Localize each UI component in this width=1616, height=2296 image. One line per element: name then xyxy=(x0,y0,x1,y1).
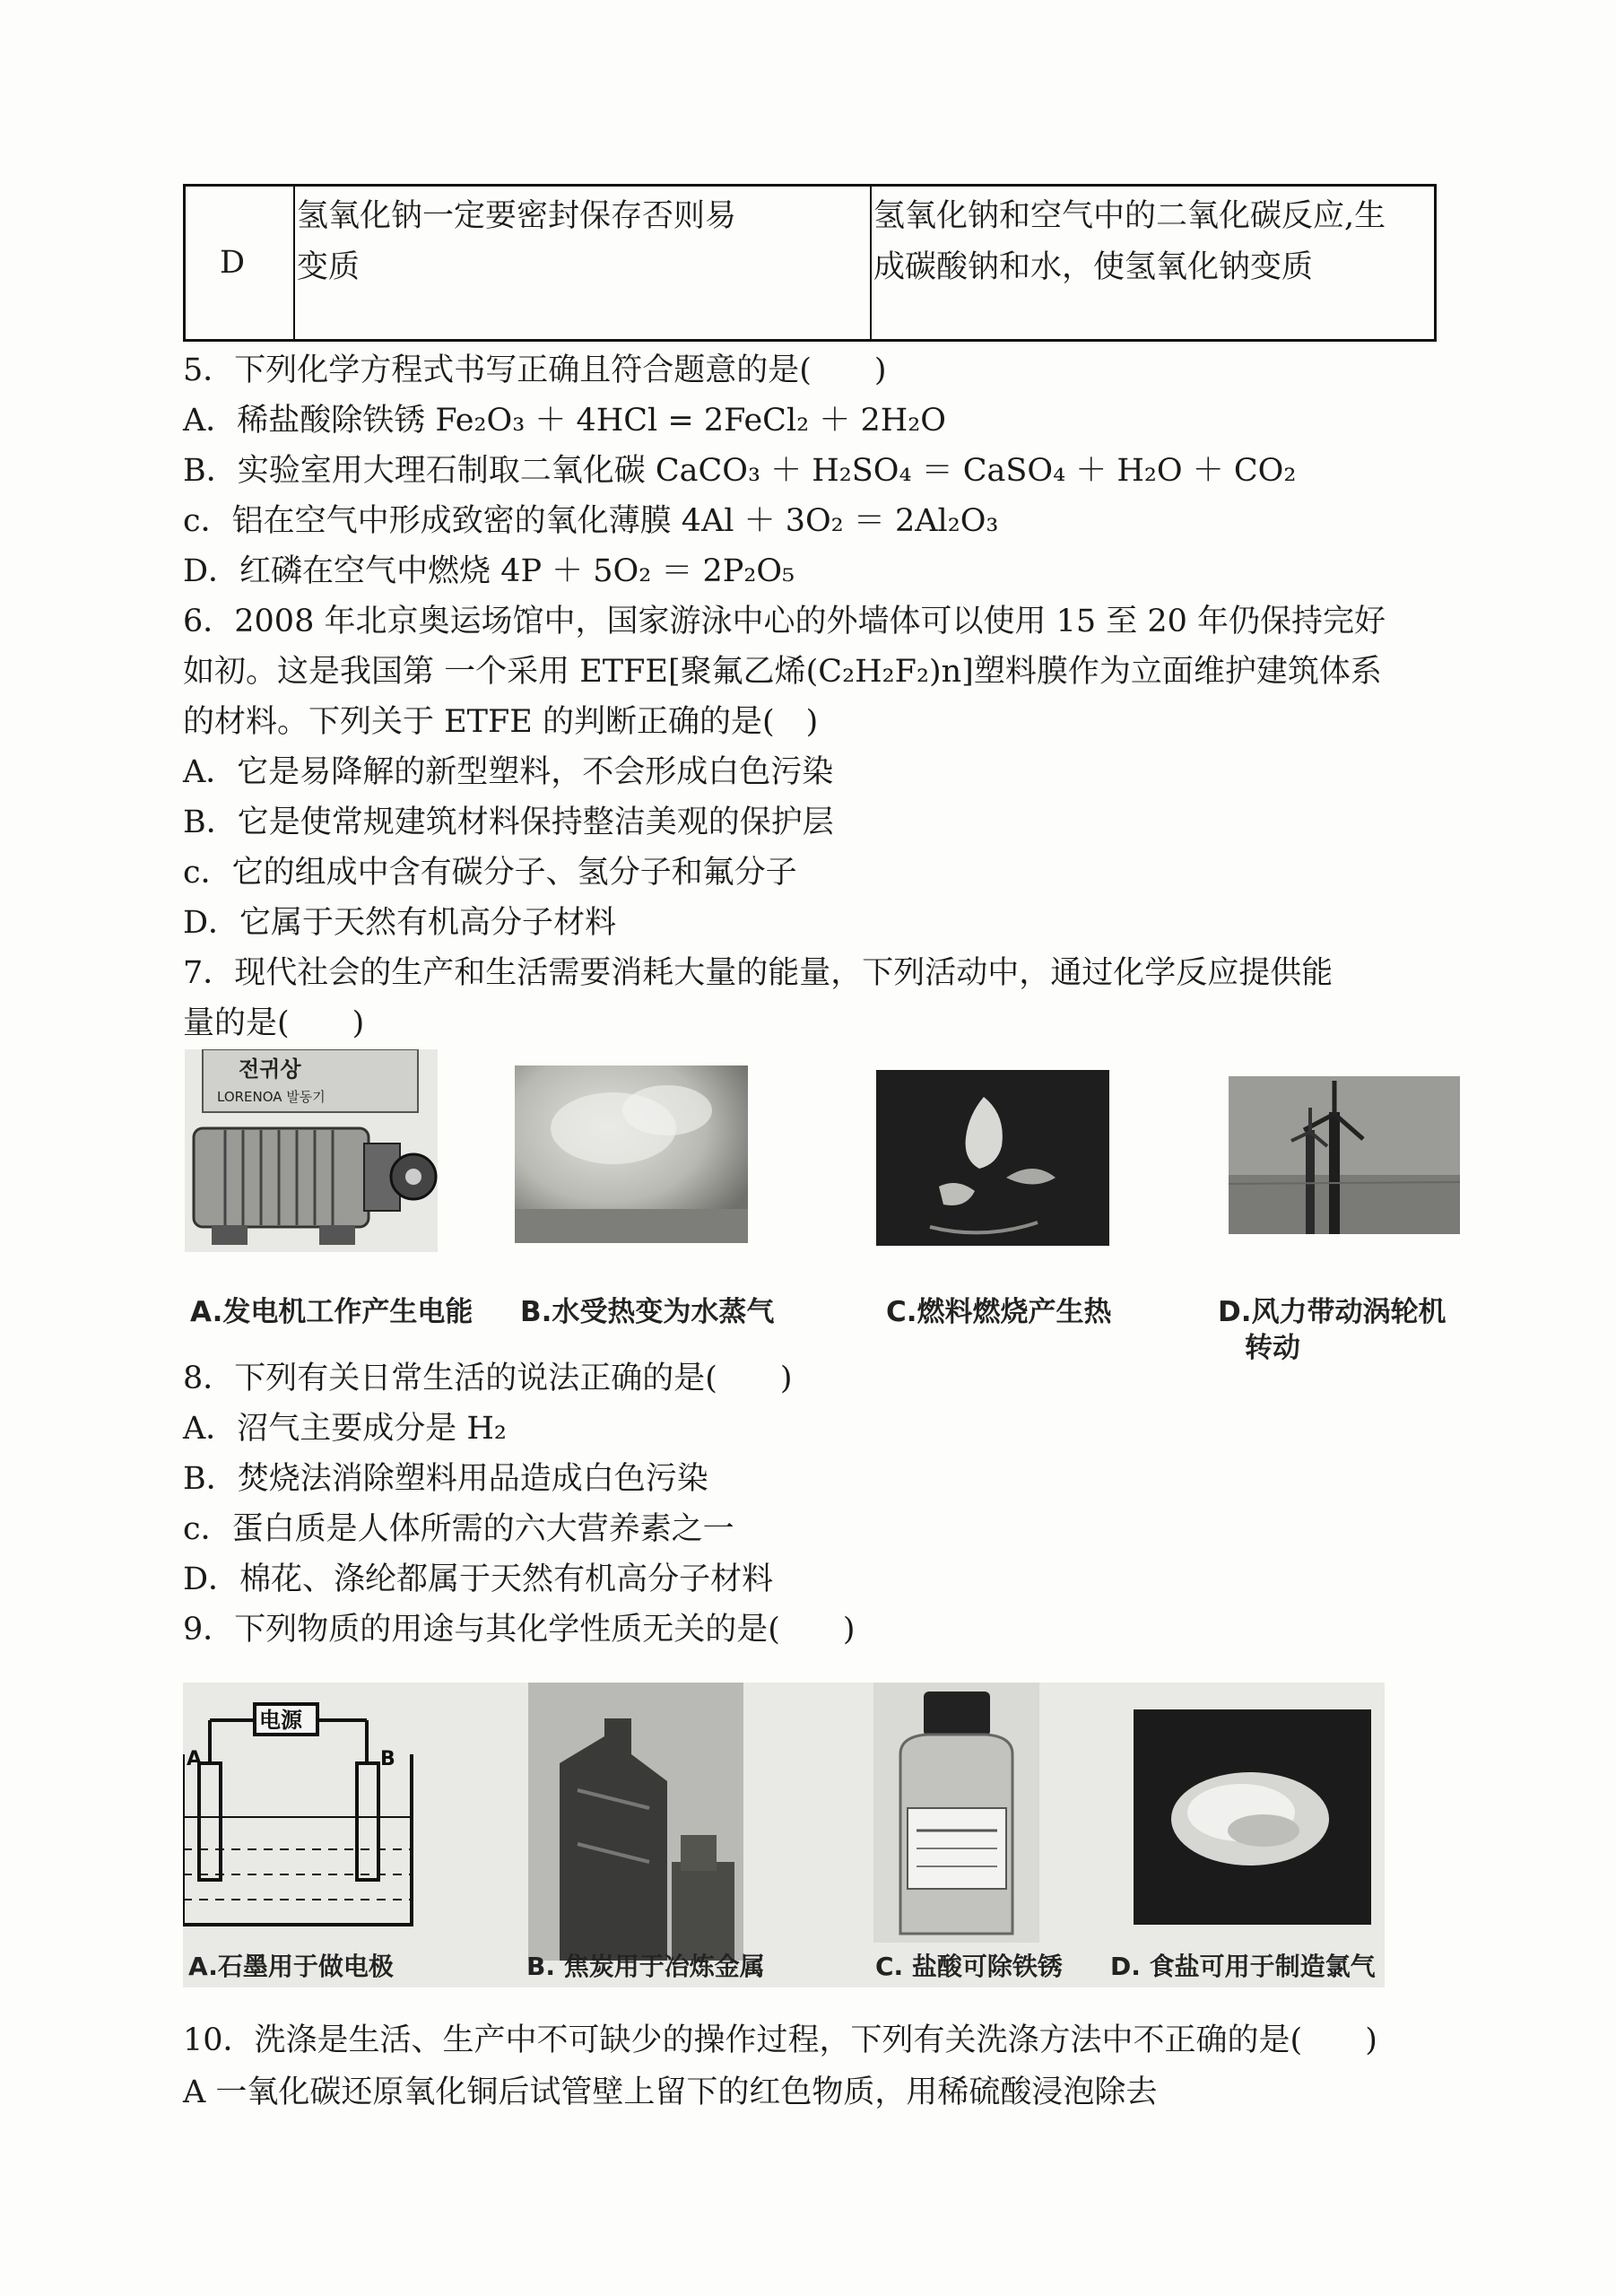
row-letter: D xyxy=(220,245,246,281)
q10-stem: 10．洗涤是生活、生产中不可缺少的操作过程，下列有关洗涤方法中不正确的是( ) xyxy=(183,2022,1377,2058)
q5-stem: 5．下列化学方程式书写正确且符合题意的是( ) xyxy=(183,352,887,388)
q8-option-a: A．沼气主要成分是 H₂ xyxy=(183,1411,507,1447)
q6-option-b: B．它是使常规建筑材料保持整洁美观的保护层 xyxy=(183,804,834,840)
q7-stem-line1: 7．现代社会的生产和生活需要消耗大量的能量，下列活动中，通过化学反应提供能 xyxy=(183,955,1334,991)
q9-stem: 9．下列物质的用途与其化学性质无关的是( ) xyxy=(183,1612,856,1648)
q8-option-d: D．棉花、涤纶都属于天然有机高分子材料 xyxy=(183,1561,774,1597)
q7-caption-c: C.燃料燃烧产生热 xyxy=(886,1296,1112,1328)
q10-option-a: A 一氧化碳还原氧化铜后试管壁上留下的红色物质，用稀硫酸浸泡除去 xyxy=(183,2074,1158,2110)
burning-fuel-photo xyxy=(876,1070,1109,1246)
q9-caption-a: A.石墨用于做电极 xyxy=(188,1952,394,1981)
q6-option-d: D．它属于天然有机高分子材料 xyxy=(183,905,617,941)
q8-stem: 8．下列有关日常生活的说法正确的是( ) xyxy=(183,1361,793,1396)
generator-label-top: 전귀상 xyxy=(239,1057,301,1082)
cell3-line1: 氢氧化钠和空气中的二氧化碳反应,生 xyxy=(873,198,1386,234)
answer-table-row-d xyxy=(183,184,1437,342)
q9-caption-c: C. 盐酸可除铁锈 xyxy=(875,1952,1063,1981)
q7-caption-b: B.水受热变为水蒸气 xyxy=(520,1296,775,1328)
q7-caption-d-line2: 转动 xyxy=(1245,1332,1300,1364)
blast-furnace-photo xyxy=(528,1683,743,1961)
table-cell-explanation xyxy=(872,187,1434,339)
q8-option-c: c．蛋白质是人体所需的六大营养素之一 xyxy=(183,1511,734,1547)
q5-option-c: c．铝在空气中形成致密的氧化薄膜 4Al ＋ 3O₂ ＝ 2Al₂O₃ xyxy=(183,503,999,539)
steam-photo xyxy=(515,1065,748,1243)
power-source-label: 电源 xyxy=(259,1708,302,1733)
q9-caption-d: D. 食盐可用于制造氯气 xyxy=(1110,1952,1376,1981)
q9-figure-strip xyxy=(183,1683,1385,1987)
generator-photo xyxy=(185,1049,438,1252)
table-salt-photo xyxy=(1134,1709,1371,1925)
q5-option-a: A．稀盐酸除铁锈 Fe₂O₃ ＋ 4HCl = 2FeCl₂ ＋ 2H₂O xyxy=(183,403,946,439)
q5-option-d: D．红磷在空气中燃烧 4P ＋ 5O₂ ＝ 2P₂O₅ xyxy=(183,553,795,589)
electrode-a-label: A xyxy=(187,1748,203,1770)
q6-stem-line3: 的材料。下列关于 ETFE 的判断正确的是( ) xyxy=(183,704,819,740)
q9-caption-b: B. 焦炭用于冶炼金属 xyxy=(526,1952,765,1981)
q6-option-a: A．它是易降解的新型塑料，不会形成白色污染 xyxy=(183,754,834,790)
hydrochloric-acid-bottle-photo xyxy=(873,1683,1039,1943)
cell3-line2: 成碳酸钠和水，使氢氧化钠变质 xyxy=(873,249,1314,285)
cell2-line2: 变质 xyxy=(297,249,361,285)
q6-stem-line2: 如初。这是我国第 一个采用 ETFE[聚氟乙烯(C₂H₂F₂)n]塑料膜作为立面维护建筑体系 xyxy=(183,654,1382,690)
table-cell-letter xyxy=(186,187,295,339)
table-cell-phenomenon xyxy=(295,187,872,339)
electrolysis-diagram xyxy=(183,1704,412,1925)
q7-caption-a: A.发电机工作产生电能 xyxy=(190,1296,474,1328)
q7-stem-line2: 量的是( ) xyxy=(183,1005,365,1041)
q7-caption-d-line1: D.风力带动涡轮机 xyxy=(1218,1296,1447,1328)
q6-option-c: c．它的组成中含有碳分子、氢分子和氟分子 xyxy=(183,855,797,891)
q6-stem-line1: 6．2008 年北京奥运场馆中，国家游泳中心的外墙体可以使用 15 至 20 年仍保持完好 xyxy=(183,604,1386,639)
cell2-line1: 氢氧化钠一定要密封保存否则易 xyxy=(297,198,737,234)
generator-label-bottom: LORENOA 발동기 xyxy=(217,1089,326,1105)
q8-option-b: B．焚烧法消除塑料用品造成白色污染 xyxy=(183,1461,708,1497)
wind-turbine-photo xyxy=(1229,1076,1460,1234)
electrode-b-label: B xyxy=(380,1748,395,1770)
q5-option-b: B．实验室用大理石制取二氧化碳 CaCO₃ ＋ H₂SO₄ ＝ CaSO₄ ＋ H₂O ＋ CO₂ xyxy=(183,453,1297,489)
